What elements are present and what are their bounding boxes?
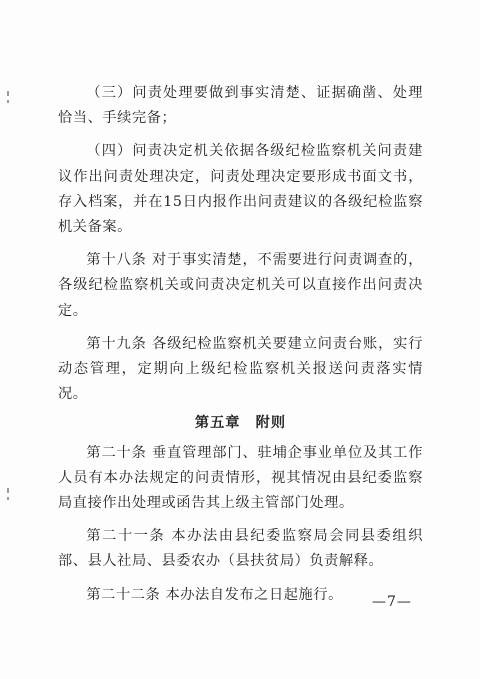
document-body: [58, 81, 423, 616]
binding-mark: [7, 100, 9, 103]
binding-mark: [7, 91, 9, 96]
paragraph-article-21: 第二十一条 本办法由县纪委监察局会同县委组织部、县人社局、县委农办（县扶贫局）负责解释。: [58, 528, 423, 570]
paragraph-article-20: 第二十条 垂直管理部门、驻埔企事业单位及其工作人员有本办法规定的问责情形，视其情况由县纪委监察局直接作出处理或函告其上级主管部门处理。: [58, 444, 423, 512]
page-number: —7—: [372, 594, 412, 610]
paragraph-article-22: 第二十二条 本办法自发布之日起施行。: [86, 586, 343, 603]
paragraph-article-18: 第十八条 对于事实清楚，不需要进行问责调查的，各级纪检监察机关或问责决定机关可以直接作出问责决定。: [58, 252, 423, 319]
paragraph-article-19: 第十九条 各级纪检监察机关要建立问责台账，实行动态管理，定期向上级纪检监察机关报送问责落实情况。: [58, 335, 423, 403]
binding-mark: [7, 497, 9, 500]
paragraph-item-3: （三）问责处理要做到事实清楚、证据确凿、处理恰当、手续完备；: [58, 85, 423, 127]
chapter-title: 第五章 附则: [194, 415, 287, 432]
binding-mark: [7, 488, 9, 493]
paragraph-item-4: （四）问责决定机关依据各级纪检监察机关问责建议作出问责处理决定，问责处理决定要形成书面文书，存入档案，并在15日内报作出问责建议的各级纪检监察机关备案。: [58, 143, 423, 236]
